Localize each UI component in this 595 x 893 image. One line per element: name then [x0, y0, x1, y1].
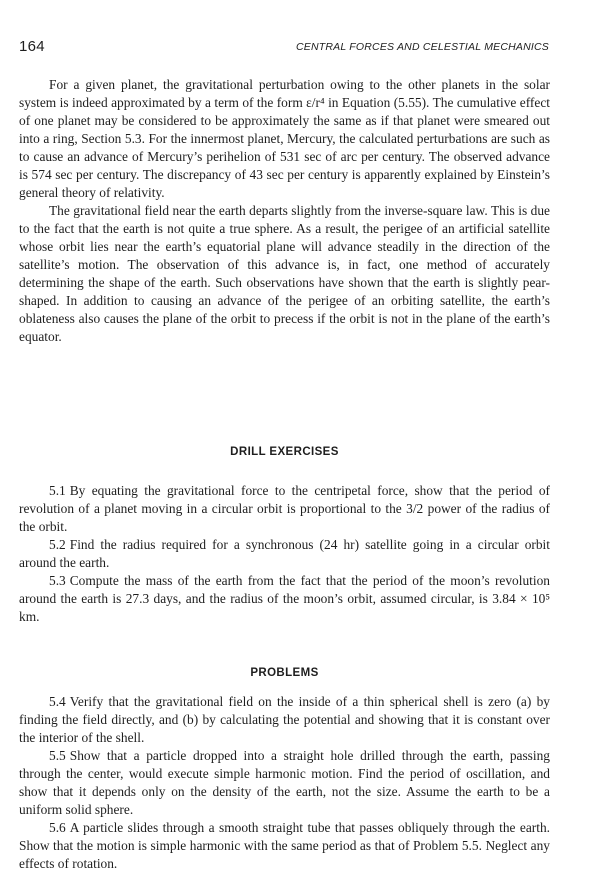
- page-header: [19, 38, 549, 60]
- exercise-item: [19, 536, 550, 572]
- exercise-text: Compute the mass of the earth from the fact that the period of the moon’s revolution around the earth is 27.3 days, and the radius of the moon’s orbit, assumed circular, is 3.84 × 10⁵ km.: [19, 573, 550, 624]
- exercise-item: [19, 572, 550, 626]
- body-text: [19, 76, 550, 346]
- problem-text: A particle slides through a smooth straight tube that passes obliquely through the earth. Show that the motion is simple harmonic with the same period as that of Problem 5.5. Neglect any effects of rotation.: [19, 820, 550, 871]
- paragraph-mercury-perihelion: For a given planet, the gravitational perturbation owing to the other planets in the solar system is indeed approximated by a term of the form ε/r⁴ in Equation (5.55). The cumulative effect of one planet may be considered to be approximately the same as if that planet were smeared out into a ring, Section 5.3. For the innermost planet, Mercury, the calculated perturbations are such as to cause an advance of Mercury’s perihelion of 531 sec of arc per century. The observed advance is 574 sec per century. The discrepancy of 43 sec per century is apparently explained by Einstein’s general theory of relativity.: [19, 77, 550, 200]
- problem-number: 5.4: [49, 694, 66, 709]
- problem-item: [19, 819, 550, 873]
- exercise-text: Find the radius required for a synchronous (24 hr) satellite going in a circular orbit around the earth.: [19, 537, 550, 570]
- exercise-number: 5.3: [49, 573, 66, 588]
- exercise-number: 5.2: [49, 537, 66, 552]
- drill-exercises-heading: DRILL EXERCISES: [230, 446, 339, 458]
- exercise-text: By equating the gravitational force to the centripetal force, show that the period of revolution of a planet moving in a circular orbit is proportional to the 3/2 power of the radius of the orbit.: [19, 483, 550, 534]
- page-number: 164: [19, 38, 45, 55]
- drill-exercises-list: [19, 482, 550, 626]
- problem-number: 5.6: [49, 820, 66, 835]
- problems-list: [19, 693, 550, 873]
- exercise-item: [19, 482, 550, 536]
- problem-item: [19, 693, 550, 747]
- problems-heading: PROBLEMS: [250, 667, 319, 679]
- paragraph-earth-shape: The gravitational field near the earth departs slightly from the inverse-square law. This is due to the fact that the earth is not quite a true sphere. As a result, the perigee of an artificial satellite whose orbit lies near the earth’s equatorial plane will advance steadily in the direction of the satellite’s motion. The observation of this advance is, in fact, one method of accurately determining the shape of the earth. Such observations have shown that the earth is slightly pear-shaped. In addition to causing an advance of the perigee of an orbiting satellite, the earth’s oblateness also causes the plane of the orbit to precess if the orbit is not in the plane of the earth’s equator.: [19, 203, 550, 344]
- problem-text: Verify that the gravitational field on the inside of a thin spherical shell is zero (a) by finding the field directly, and (b) by calculating the potential and showing that it is constant over the interior of the shell.: [19, 694, 550, 745]
- running-head: CENTRAL FORCES AND CELESTIAL MECHANICS: [295, 41, 549, 53]
- exercise-number: 5.1: [49, 483, 66, 498]
- problem-number: 5.5: [49, 748, 66, 763]
- problem-text: Show that a particle dropped into a straight hole drilled through the earth, passing through the center, would execute simple harmonic motion. Find the period of oscillation, and show that it depends only on the density of the earth, not the size. Assume the earth to be a uniform solid sphere.: [19, 748, 550, 817]
- problem-item: [19, 747, 550, 819]
